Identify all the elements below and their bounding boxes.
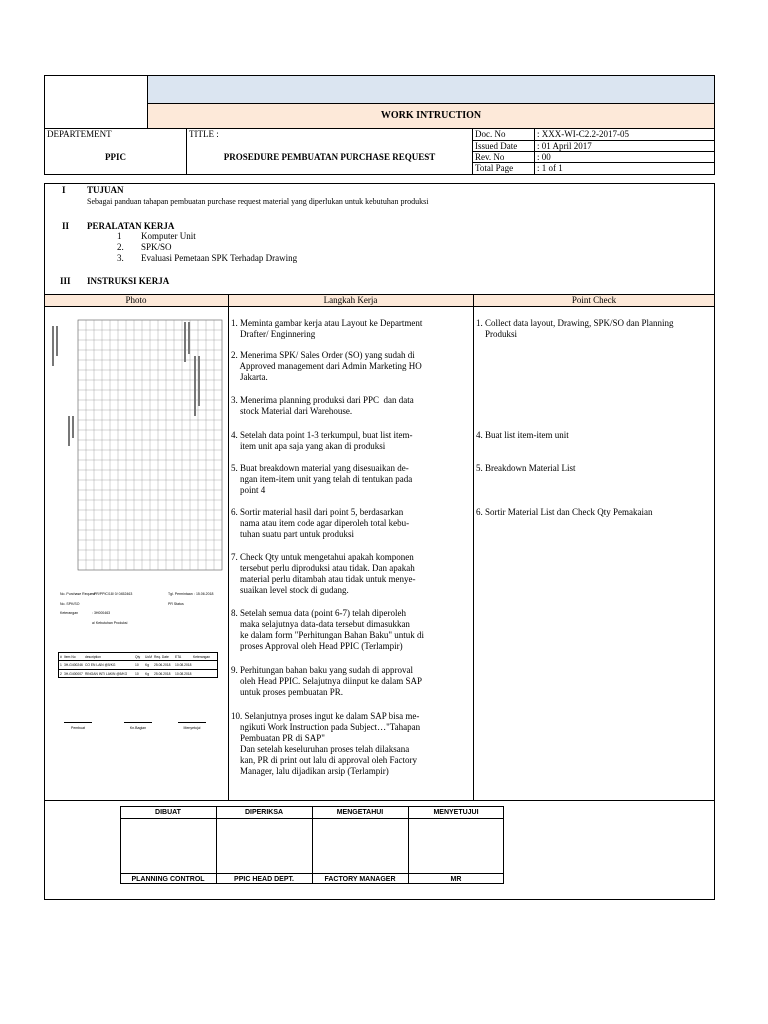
issued-date-label: Issued Date <box>475 141 518 151</box>
pr-field-label: PR Status <box>168 602 184 606</box>
list-item-number: 1 <box>117 231 122 241</box>
rev-no-label: Rev. No <box>475 152 505 162</box>
signature-header-dibuat: DIBUAT <box>155 809 181 816</box>
signature-header-menyetujui: MENYETUJUI <box>433 809 479 816</box>
column-divider <box>216 806 217 884</box>
step-9: 9. Perhitungan bahan baku yang sudah di approval oleh Head PPIC. Selajutnya diinput ke dalam SAP untuk proses pembuatan PR. <box>231 665 422 697</box>
list-item-number: 3. <box>117 253 124 263</box>
pr-cell: CO EN LAIN @5/KG <box>85 663 116 667</box>
signature-line <box>64 722 92 723</box>
pr-col: Keterangan <box>193 655 211 659</box>
signature-line <box>178 722 206 723</box>
step-1: 1. Meminta gambar kerja atau Layout ke Department Drafter/ Enginnering <box>231 318 423 339</box>
signature-footer-ppic: PPIC HEAD DEPT. <box>234 876 294 883</box>
point-check-1: 1. Collect data layout, Drawing, SPK/SO dan Planning Produksi <box>476 318 674 339</box>
list-item: Komputer Unit <box>141 231 196 241</box>
spreadsheet-image <box>48 316 224 576</box>
section-number: I <box>62 185 66 195</box>
issued-date-value: : 01 April 2017 <box>537 141 592 151</box>
column-header-langkah: Langkah Kerja <box>323 295 378 305</box>
list-item: SPK/SO <box>141 242 172 252</box>
signature-line <box>124 722 152 723</box>
total-page-label: Total Page <box>475 163 514 173</box>
pr-col: UoM <box>145 655 152 659</box>
signature-footer-planning: PLANNING CONTROL <box>131 876 205 883</box>
pr-cell: 3H-G400246 <box>64 663 83 667</box>
column-divider <box>408 806 409 884</box>
section-title-peralatan: PERALATAN KERJA <box>87 221 175 231</box>
list-item: Evaluasi Pemetaan SPK Terhadap Drawing <box>141 253 298 263</box>
pr-col: # <box>60 655 62 659</box>
step-5: 5. Buat breakdown material yang disesuaikan de- ngan item-item unit yang telah di tentukan pada point 4 <box>231 463 413 495</box>
pr-cell: 1 <box>60 663 62 667</box>
pr-field-label: Keterangan <box>60 611 79 615</box>
column-divider <box>473 294 474 801</box>
pr-cell: 10.08.2018 <box>175 663 192 667</box>
title-value: PROSEDURE PEMBUATAN PURCHASE REQUEST <box>223 152 436 162</box>
step-3: 3. Menerima planning produksi dari PPC dan data stock Material dari Warehouse. <box>231 395 414 416</box>
divider <box>58 669 218 670</box>
pr-cell: RINGAN INTI LAKIN @5/KG <box>85 672 128 676</box>
pr-col: Item No <box>64 655 76 659</box>
point-check-6: 6. Sortir Material List dan Check Qty Pemakaian <box>476 507 653 517</box>
title-label: TITLE : <box>189 129 219 139</box>
step-10: 10. Selanjutnya proses ingut ke dalam SAP bisa me- ngikuti Work Instruction pada Subject…"Tahapan Pembuatan PR di SAP" Dan setelah keseluruhan proses telah dilaksana kan, PR di print out lalu di approval oleh Factory Manager, lalu dijadikan arsip (Terlampir) <box>231 711 421 776</box>
column-header-pointcheck: Point Check <box>571 295 617 305</box>
point-check-4: 4. Buat list item-item unit <box>476 430 569 440</box>
section-number: II <box>62 221 70 231</box>
signature-header-diperiksa: DIPERIKSA <box>244 809 284 816</box>
pr-cell: 2 <box>60 672 62 676</box>
section-title-tujuan: TUJUAN <box>87 185 124 195</box>
pr-col: Qty <box>135 655 141 659</box>
divider <box>472 151 715 152</box>
signature-header-mengetahui: MENGETAHUI <box>336 809 384 816</box>
doc-no-value: : XXX-WI-C2.2-2017-05 <box>537 129 629 139</box>
pr-field-label: No. Purchase Request <box>60 592 96 596</box>
pr-signature-label: Menyetujui <box>183 726 201 730</box>
pr-cell: Kg <box>145 663 150 667</box>
pr-field-value: : 15.06.2018 <box>194 592 214 596</box>
pr-cell: 10 <box>135 672 139 676</box>
pr-col: ETA <box>175 655 182 659</box>
pr-signature-label: Pembuat <box>70 726 85 730</box>
step-2: 2. Menerima SPK/ Sales Order (SO) yang sudah di Approved management dari Admin Marketing HO Jakarta. <box>231 350 422 382</box>
departement-value: PPIC <box>105 152 126 162</box>
step-7: 7. Check Qty untuk mengetahui apakah komponen tersebut perlu diproduksi atau tidak. Dan apakah material perlu ditambah atau tidak untuk menye- suaikan level stock di gudang. <box>231 552 416 595</box>
divider <box>534 128 535 175</box>
pr-cell: 25.06.2018 <box>154 663 171 667</box>
pr-note: a/ Kebutuhan Produksi <box>92 621 128 625</box>
section-title-instruksi: INSTRUKSI KERJA <box>87 276 170 286</box>
total-page-value: : 1 of 1 <box>537 163 563 173</box>
step-6: 6. Sortir material hasil dari point 5, berdasarkan nama atau item code agar diperoleh total kebu- tuhan suatu part untuk produksi <box>231 507 410 539</box>
rev-no-value: : 00 <box>537 152 551 162</box>
pr-field-value: : PR/PPIC/18/ 0/ 0452463 <box>92 592 133 596</box>
doc-no-label: Doc. No <box>475 129 506 139</box>
pr-col: Req. Date <box>154 655 169 659</box>
pr-cell: Kg <box>145 672 150 676</box>
pr-cell: 10 <box>135 663 139 667</box>
header-blue-band <box>147 75 715 104</box>
pr-signature-label: Kn.Bagian <box>129 726 147 730</box>
section-number: III <box>60 276 71 286</box>
list-item-number: 2. <box>117 242 124 252</box>
column-divider <box>228 294 229 801</box>
signature-footer-mr: MR <box>450 876 462 883</box>
divider <box>58 660 218 661</box>
pr-field-label: No. SPK/SO <box>60 602 80 606</box>
signature-footer-factory: FACTORY MANAGER <box>324 876 396 883</box>
pr-cell: 3H-G400007 <box>64 672 83 676</box>
pr-col: description <box>85 655 101 659</box>
document-title: WORK INTRUCTION <box>380 110 482 121</box>
pr-cell: 25.06.2018 <box>154 672 171 676</box>
step-4: 4. Setelah data point 1-3 terkumpul, buat list item- item unit apa saja yang akan di produksi <box>231 430 413 451</box>
departement-label: DEPARTEMENT <box>47 129 112 139</box>
tujuan-text: Sebagai panduan tahapan pembuatan purchase request material yang diperlukan untuk kebutuhan produksi <box>87 197 429 206</box>
point-check-5: 5. Breakdown Material List <box>476 463 576 473</box>
pr-field-value: : 3H000463 <box>92 611 111 615</box>
pr-cell: 10.08.2018 <box>175 672 192 676</box>
column-header-photo: Photo <box>125 295 147 305</box>
step-8: 8. Setelah semua data (point 6-7) telah diperoleh maka selajutnya data-data tersebut dimasukkan ke dalam form "Perhitungan Bahan Baku" untuk di proses Approval oleh Head PPIC (Terlampir) <box>231 608 425 651</box>
pr-field-label: Tgl. Permintaan <box>168 592 193 596</box>
logo-cell <box>44 75 148 129</box>
column-divider <box>312 806 313 884</box>
